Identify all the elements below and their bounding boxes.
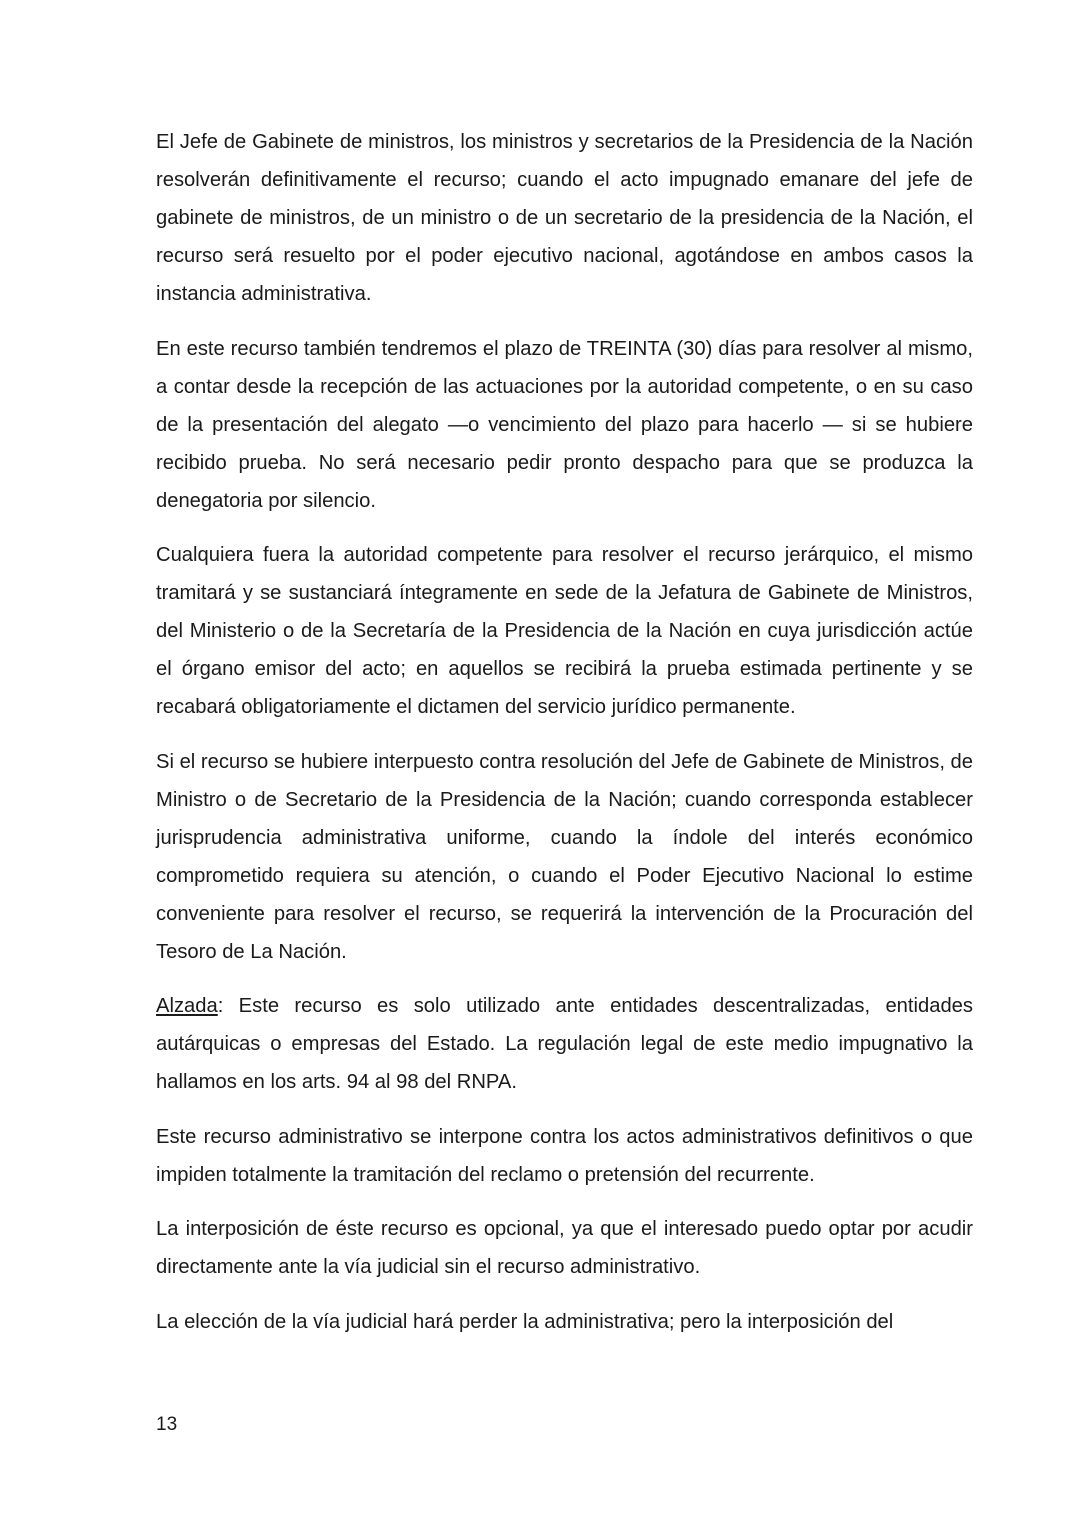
paragraph-alzada [156,987,973,1101]
paragraph-actos-definitivos: Este recurso administrativo se interpone contra los actos administrativos definitivos o que impiden totalmente la tramitación del reclamo o pretensión del recurrente. [156,1125,973,1186]
alzada-text: : Este recurso es solo utilizado ante entidades descentralizadas, entidades autárquicas o empresas del Estado. La regulación legal de este medio impugnativo la hallamos en los arts. 94 al 98 del RNPA. [156,995,973,1093]
paragraph-procuracion-tesoro: Si el recurso se hubiere interpuesto contra resolución del Jefe de Gabinete de Ministros, de Ministro o de Secretario de la Presidencia de la Nación; cuando corresponda establecer jurisprudencia administrativa uniforme, cuando la índole del interés económico comprometido requiera su atención, o cuando el Poder Ejecutivo Nacional lo estime conveniente para resolver el recurso, se requerirá la intervención de la Procuración del Tesoro de La Nación. [156,750,973,963]
paragraph-plazo-treinta-dias: En este recurso también tendremos el plazo de TREINTA (30) días para resolver al mismo, a contar desde la recepción de las actuaciones por la autoridad competente, o en su caso de la presentación del alegato —o vencimiento del plazo para hacerlo — si se hubiere recibido prueba. No será necesario pedir pronto despacho para que se produzca la denegatoria por silencio. [156,337,973,512]
paragraph-interposicion-opcional: La interposición de éste recurso es opcional, ya que el interesado puedo optar por acudir directamente ante la vía judicial sin el recurso administrativo. [156,1218,973,1278]
paragraph-jefe-gabinete: El Jefe de Gabinete de ministros, los ministros y secretarios de la Presidencia de la Nación resolverán definitivamente el recurso; cuando el acto impugnado emanare del jefe de gabinete de ministros, de un ministro o de un secretario de la presidencia de la Nación, el recurso será resuelto por el poder ejecutivo nacional, agotándose en ambos casos la instancia administrativa. [156,131,973,305]
page-number: 13 [156,1414,178,1435]
document-body [156,123,973,1357]
alzada-term: Alzada [156,995,218,1017]
paragraph-autoridad-competente: Cualquiera fuera la autoridad competente para resolver el recurso jerárquico, el mismo tramitará y se sustanciará íntegramente en sede de la Jefatura de Gabinete de Ministros, del Ministerio o de la Secretaría de la Presidencia de la Nación en cuya jurisdicción actúe el órgano emisor del acto; en aquellos se recibirá la prueba estimada pertinente y se recabará obligatoriamente el dictamen del servicio jurídico permanente. [156,544,973,718]
paragraph-eleccion-via-judicial: La elección de la vía judicial hará perder la administrativa; pero la interposición del [156,1310,894,1333]
